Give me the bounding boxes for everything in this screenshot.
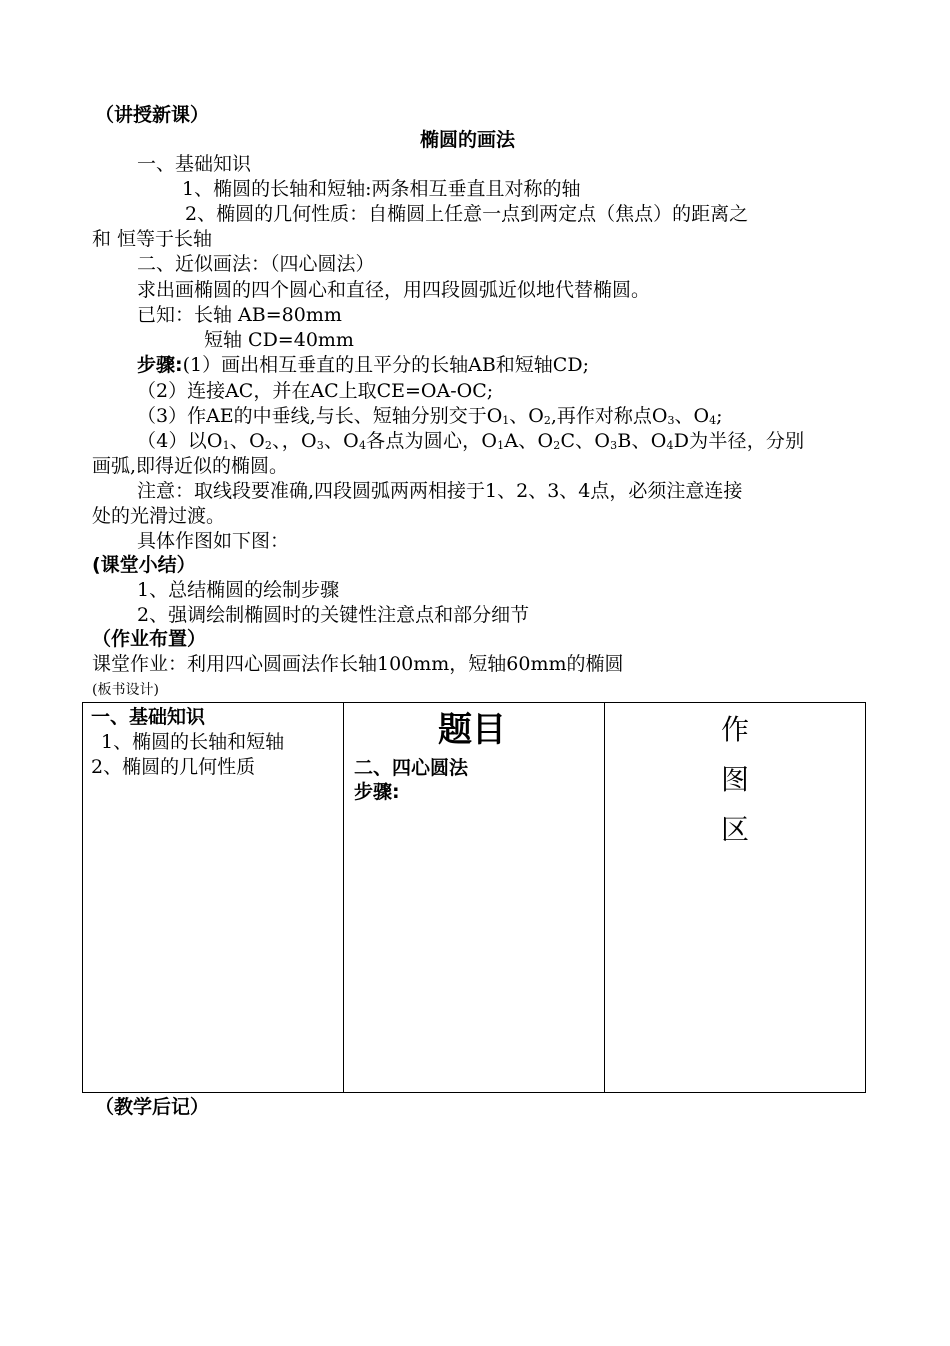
subscript: 4	[358, 439, 367, 452]
step-4-cont: 画弧,即得近似的椭圆。	[92, 455, 289, 477]
subscript: 1	[502, 414, 510, 427]
step-3-text: 、O	[509, 405, 544, 427]
subscript: 1	[222, 439, 230, 452]
subscript: 1	[497, 439, 505, 452]
step-3-text: （3）作AE的中垂线,与长、短轴分别交于O	[137, 405, 503, 427]
step-4-text: D为半径，分别	[673, 430, 805, 452]
step-4-text: （4）以O	[137, 430, 223, 452]
step-2: （2）连接AC，并在AC上取CE=OA-OC;	[137, 380, 494, 402]
board-basics-item-2: 2、椭圆的几何性质	[91, 756, 256, 778]
board-design-table	[82, 702, 866, 1093]
drawing-area-char: 图	[721, 763, 750, 796]
step-3-text: ;	[716, 405, 723, 427]
given-label: 已知：	[137, 304, 195, 326]
subscript: 3	[610, 439, 618, 452]
basics-item-1: 1、椭圆的长轴和短轴:两条相互垂直且对称的轴	[182, 178, 581, 200]
board-method-heading: 二、四心圆法	[354, 757, 469, 779]
step-4-text: B、O	[617, 430, 667, 452]
subscript: 3	[667, 414, 675, 427]
board-basics-heading: 一、基础知识	[91, 706, 206, 728]
subscript: 2	[264, 439, 273, 452]
step-3-text: 、O	[674, 405, 710, 427]
homework-text: 课堂作业：利用四心圆画法作长轴100mm，短轴60mm的椭圆	[92, 653, 624, 675]
section-afterword: （教学后记）	[95, 1096, 210, 1118]
board-column-basics	[83, 703, 344, 1093]
step-3-text: ,再作对称点O	[550, 405, 668, 427]
subscript: 4	[666, 439, 674, 452]
subscript: 2	[543, 414, 551, 427]
method-heading: 二、近似画法：（四心圆法）	[137, 253, 375, 275]
basics-item-2-cont: 和 恒等于长轴	[92, 228, 213, 250]
step-1: (1）画出相互垂直的且平分的长轴AB和短轴CD;	[182, 354, 589, 376]
given-short-axis: 短轴 CD=40mm	[204, 329, 354, 351]
steps-label: 步骤:	[137, 354, 183, 376]
drawing-area-char: 作	[721, 713, 750, 746]
summary-item-2: 2、强调绘制椭圆时的关键性注意点和部分细节	[137, 604, 530, 626]
step-4-text: 、O	[229, 430, 265, 452]
section-summary: (课堂小结）	[92, 554, 196, 576]
summary-item-1: 1、总结椭圆的绘制步骤	[137, 579, 340, 601]
board-column-drawing-area	[605, 703, 866, 1093]
section-homework: （作业布置）	[92, 628, 207, 650]
method-description: 求出画椭圆的四个圆心和直径，用四段圆弧近似地代替椭圆。	[137, 279, 651, 301]
step-4-text: 各点为圆心，O	[366, 430, 498, 452]
step-4-text: A、O	[504, 430, 554, 452]
given-line	[137, 303, 342, 328]
step-4-text: C、O	[560, 430, 611, 452]
drawing-area-char: 区	[721, 813, 750, 846]
step-4-text: 、O	[323, 430, 359, 452]
basics-item-2: 2、椭圆的几何性质：自椭圆上任意一点到两定点（焦点）的距离之	[185, 203, 749, 225]
section-lecture: （讲授新课）	[95, 104, 210, 126]
step-1-line	[137, 353, 589, 378]
note: 注意：取线段要准确,四段圆弧两两相接于1、2、3、4点，必须注意连接	[137, 480, 743, 502]
lesson-title: 椭圆的画法	[420, 129, 516, 151]
section-board-design: (板书设计)	[92, 682, 159, 698]
subscript: 2	[553, 439, 561, 452]
step-4-text: 、，O	[272, 430, 317, 452]
step-3	[137, 404, 722, 429]
board-topic-title: 题目	[438, 710, 506, 750]
basics-heading: 一、基础知识	[137, 153, 252, 175]
note-cont: 处的光滑过渡。	[92, 505, 226, 527]
board-basics-item-1: 1、椭圆的长轴和短轴	[101, 731, 285, 753]
step-4	[137, 429, 804, 454]
board-steps-label: 步骤:	[354, 781, 400, 803]
figure-reference: 具体作图如下图：	[137, 530, 290, 552]
given-long-axis: 长轴 AB=80mm	[194, 304, 342, 326]
subscript: 3	[316, 439, 324, 452]
board-column-topic	[344, 703, 605, 1093]
subscript: 4	[709, 414, 717, 427]
